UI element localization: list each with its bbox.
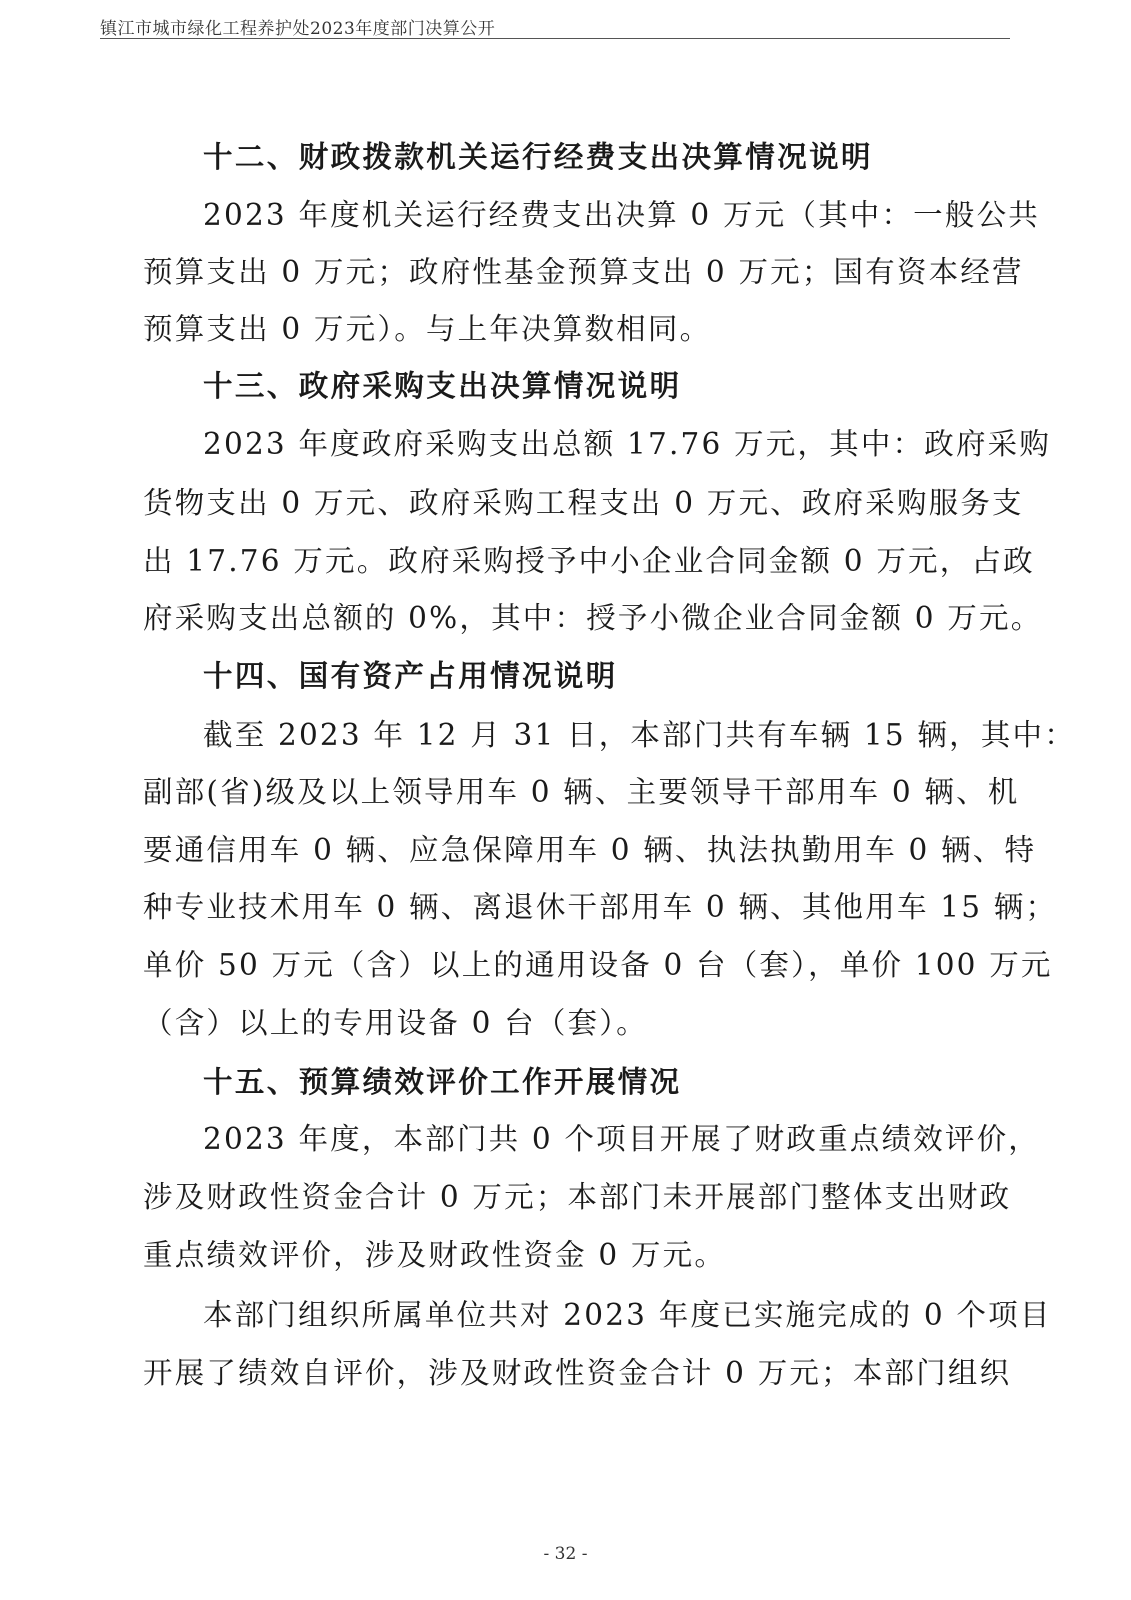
paragraph-line: 要通信用车 0 辆、应急保障用车 0 辆、执法执勤用车 0 辆、特 — [143, 833, 1037, 867]
paragraph-line: 单价 50 万元（含）以上的通用设备 0 台（套），单价 100 万元 — [143, 948, 1053, 982]
section-14-heading: 十四、国有资产占用情况说明 — [203, 659, 618, 693]
paragraph-line: 本部门组织所属单位共对 2023 年度已实施完成的 0 个项目 — [203, 1298, 1052, 1332]
section-12-heading: 十二、财政拨款机关运行经费支出决算情况说明 — [203, 140, 873, 174]
paragraph-line: 2023 年度机关运行经费支出决算 0 万元（其中：一般公共 — [203, 198, 1040, 232]
paragraph-line: （含）以上的专用设备 0 台（套）。 — [143, 1006, 648, 1040]
header-title: 镇江市城市绿化工程养护处2023年度部门决算公开 — [100, 19, 496, 39]
running-header — [100, 12, 1010, 39]
paragraph-line: 预算支出 0 万元）。与上年决算数相同。 — [143, 312, 712, 346]
paragraph-line: 种专业技术用车 0 辆、离退休干部用车 0 辆、其他用车 15 辆； — [143, 890, 1058, 924]
paragraph-line: 开展了绩效自评价，涉及财政性资金合计 0 万元；本部门组织 — [143, 1356, 1012, 1390]
paragraph-line: 2023 年度政府采购支出总额 17.76 万元，其中：政府采购 — [203, 427, 1052, 461]
paragraph-line: 2023 年度，本部门共 0 个项目开展了财政重点绩效评价， — [203, 1122, 1040, 1156]
page-number: - 32 - — [543, 1544, 588, 1564]
paragraph-line: 货物支出 0 万元、政府采购工程支出 0 万元、政府采购服务支 — [143, 486, 1024, 520]
section-13-heading: 十三、政府采购支出决算情况说明 — [203, 369, 682, 403]
paragraph-line: 涉及财政性资金合计 0 万元；本部门未开展部门整体支出财政 — [143, 1180, 1012, 1214]
paragraph-line: 预算支出 0 万元；政府性基金预算支出 0 万元；国有资本经营 — [143, 255, 1024, 289]
paragraph-line: 出 17.76 万元。政府采购授予中小企业合同金额 0 万元，占政 — [143, 544, 1035, 578]
section-15-heading: 十五、预算绩效评价工作开展情况 — [203, 1065, 682, 1099]
paragraph-line: 重点绩效评价，涉及财政性资金 0 万元。 — [143, 1238, 727, 1272]
paragraph-line: 府采购支出总额的 0%，其中：授予小微企业合同金额 0 万元。 — [143, 601, 1043, 635]
paragraph-line: 副部(省)级及以上领导用车 0 辆、主要领导干部用车 0 辆、机 — [143, 775, 1020, 809]
paragraph-line: 截至 2023 年 12 月 31 日，本部门共有车辆 15 辆，其中： — [203, 718, 1076, 752]
